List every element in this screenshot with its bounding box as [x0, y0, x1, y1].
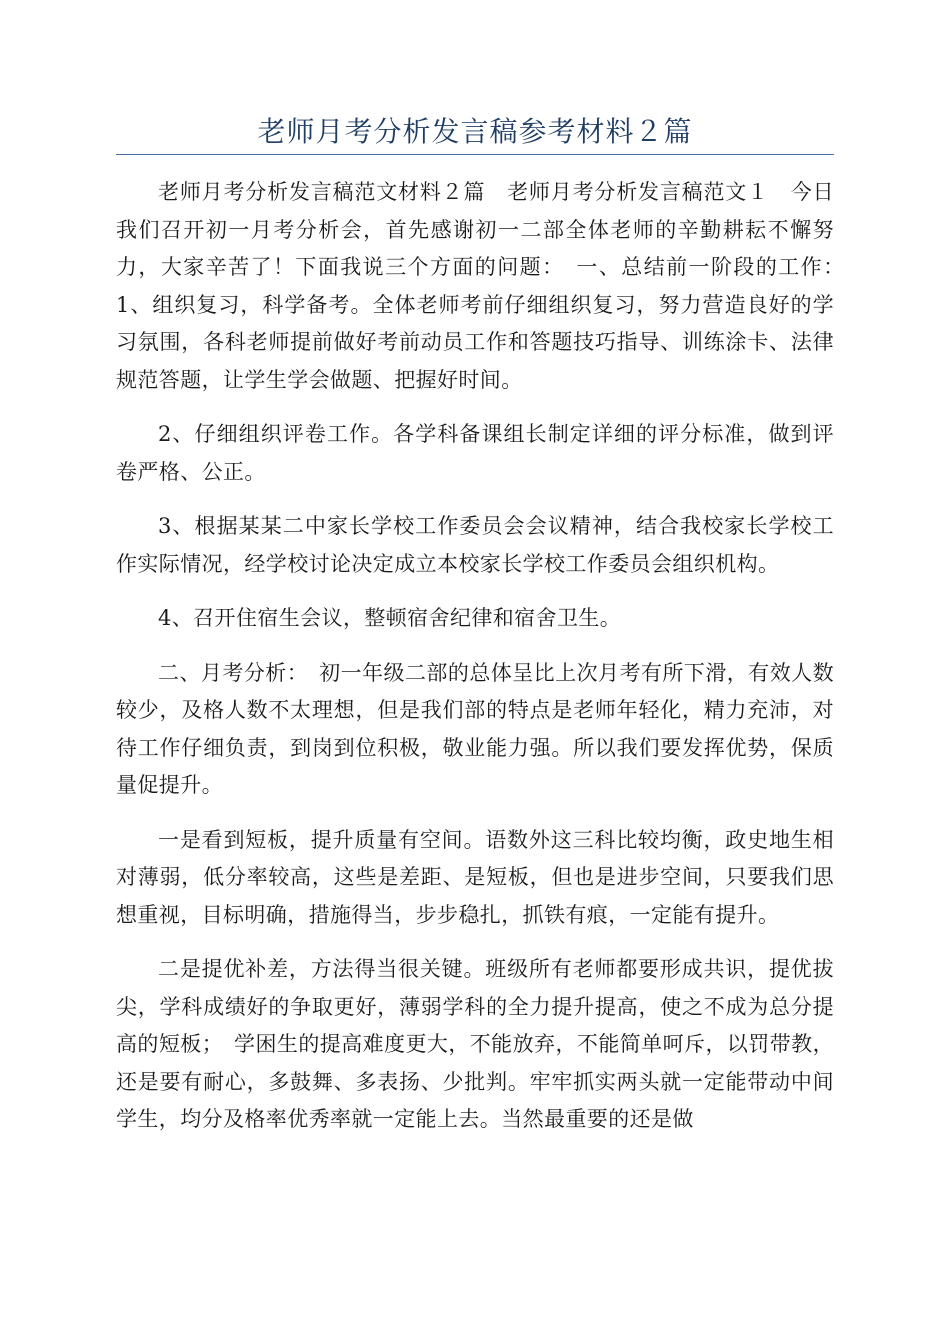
document-title: 老师月考分析发言稿参考材料２篇: [257, 115, 693, 148]
title-underline: [116, 154, 834, 155]
paragraph-1: 老师月考分析发言稿范文材料２篇 老师月考分析发言稿范文１ 今日我们召开初一月考分析会，首先感谢初一二部全体老师的辛勤耕耘不懈努力，大家辛苦了！下面我说三个方面的问题： 一、总结前一阶段的工作： 1、组织复习，科学备考。全体老师考前仔细组织复习，努力营造良好的学习氛围，各科老师提前做好考前动员工作和答题技巧指导、训练涂卡、法律规范答题，让学生学会做题、把握好时间。: [116, 180, 856, 392]
paragraph-7: 二是提优补差，方法得当很关键。班级所有老师都要形成共识，提优拔尖，学科成绩好的争取更好，薄弱学科的全力提升提高，使之不成为总分提高的短板； 学困生的提高难度更大，不能放弃，不能简单呵斥，以罚带教，还是要有耐心，多鼓舞、多表扬、少批判。牢牢抓实两头就一定能带动中间学生，均分及格率优秀率就一定能上去。当然最重要的还是做: [116, 957, 834, 1131]
document-body: [116, 174, 856, 1156]
paragraph-2: 2、仔细组织评卷工作。各学科备课组长制定详细的评分标准，做到评卷严格、公正。: [116, 422, 834, 484]
paragraph-4: 4、召开住宿生会议，整顿宿舍纪律和宿舍卫生。: [158, 606, 622, 630]
paragraph-6: 一是看到短板，提升质量有空间。语数外这三科比较均衡，政史地生相对薄弱，低分率较高，这些是差距、是短板，但也是进步空间，只要我们思想重视，目标明确，措施得当，步步稳扎，抓铁有痕，一定能有提升。: [116, 827, 834, 927]
paragraph-5: 二、月考分析： 初一年级二部的总体呈比上次月考有所下滑，有效人数较少，及格人数不太理想，但是我们部的特点是老师年轻化，精力充沛，对待工作仔细负责，到岗到位积极，敬业能力强。所以我们要发挥优势，保质量促提升。: [116, 660, 834, 797]
paragraph-3: 3、根据某某二中家长学校工作委员会会议精神，结合我校家长学校工作实际情况，经学校讨论决定成立本校家长学校工作委员会组织机构。: [116, 514, 834, 576]
